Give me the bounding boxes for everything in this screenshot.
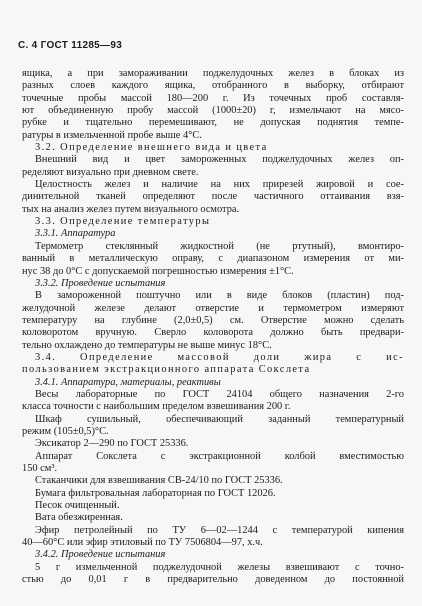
section-heading: 3.2. Определение внешнего вида и цвета	[35, 142, 268, 154]
text-line: режим (105±0,5)°С.	[22, 425, 109, 437]
text-line: Целостность желез и наличие на них прирезей жировой и сое-	[35, 179, 404, 191]
subsection-heading: 3.3.1. Аппаратура	[35, 228, 116, 240]
text-line: коловоротом вручную. Сверло коловорота должно быть предвари-	[22, 327, 404, 339]
text-line: ванный в металлическую оправу, с диапазоном измерения от ми-	[22, 253, 404, 265]
text-line: Песок очищенный.	[35, 500, 120, 512]
text-line: Вата обезжиренная.	[35, 512, 123, 524]
text-line: ящика, а при замораживании поджелудочных желез в блоках из	[22, 68, 404, 79]
text-line: ределяют визуально при дневном свете.	[22, 166, 199, 178]
text-line: 150 см³.	[22, 463, 58, 474]
text-line: Шкаф сушильный, обеспечивающий заданный температурный	[35, 413, 404, 425]
text-line: тельно охлаждено до температуры не выше минус 18°С.	[22, 339, 272, 351]
subsection-heading: 3.3.2. Проведение испытания	[35, 277, 166, 289]
text-line: Внешний вид и цвет замороженных поджелудочных желез оп-	[35, 154, 404, 166]
text-line: стью до 0,01 г в предварительно доведенном до постоянной	[22, 574, 404, 586]
text-line: температуру на глубине (2,0±0,5) см. Отверстие можно сделать	[22, 314, 404, 326]
text-line: динительной тканей определяют после частичного оттаивания взя-	[22, 191, 404, 203]
text-line: Эфир петролейный по ТУ 6—02—1244 с температурой кипения	[35, 524, 404, 536]
section-heading: 3.4. Определение массовой доли жира с ис-	[35, 351, 404, 363]
text-line: нус 38 до 0°С с допускаемой погрешностью измерения ±1°С.	[22, 265, 294, 277]
subsection-heading: 3.4.1. Аппаратура, материалы, реактивы	[35, 376, 221, 388]
page-header: С. 4 ГОСТ 11285—93	[18, 40, 123, 51]
text-line: Аппарат Сокслета с экстракционной колбой вместимостью	[35, 450, 404, 462]
section-heading: пользованием экстракционного аппарата Сокслета	[22, 364, 311, 376]
text-line: класса точности с наибольшим пределом взвешивания 200 г.	[22, 401, 291, 413]
page-content	[22, 68, 404, 586]
text-line: В замороженной поштучно или в виде блоков (пластин) под-	[35, 290, 404, 302]
text-line: Термометр стеклянный жидкостной (не ртутный), вмонтиро-	[35, 240, 404, 252]
section-heading: 3.3. Определение температуры	[35, 216, 211, 228]
subsection-heading: 3.4.2. Проведение испытания	[35, 549, 166, 561]
text-line: Стаканчики для взвешивания СВ-24/10 по ГОСТ 25336.	[35, 475, 283, 487]
text-line: 40—60°С или эфир этиловый по ТУ 7506804—97, х.ч.	[22, 537, 263, 549]
text-line: разных слоев каждого ящика, отобранного в выборку, отбирают	[22, 80, 404, 92]
text-line: желудочной железе делают отверстие и термометром измеряют	[22, 302, 404, 314]
text-line: ратуры в измельченной пробе выше 4°С.	[22, 129, 202, 141]
text-line: Эксикатор 2—290 по ГОСТ 25336.	[35, 438, 189, 450]
text-line: 5 г измельченной поджелудочной железы взвешивают с точно-	[35, 561, 404, 573]
text-line: точечные пробы массой 180—200 г. Из точечных проб составля-	[22, 92, 404, 104]
text-line: Весы лабораторные по ГОСТ 24104 общего назначения 2-го	[35, 388, 404, 400]
text-line: рубке и тщательно перемешивают, не допуская поднятия темпе-	[22, 117, 404, 129]
text-line: тых на анализ желез путем визуального осмотра.	[22, 203, 240, 215]
text-line: ют объединенную пробу массой (1000±20) г, измельчают на мясо-	[22, 105, 404, 117]
text-line: Бумага фильтровальная лабораторная по ГОСТ 12026.	[35, 487, 276, 499]
